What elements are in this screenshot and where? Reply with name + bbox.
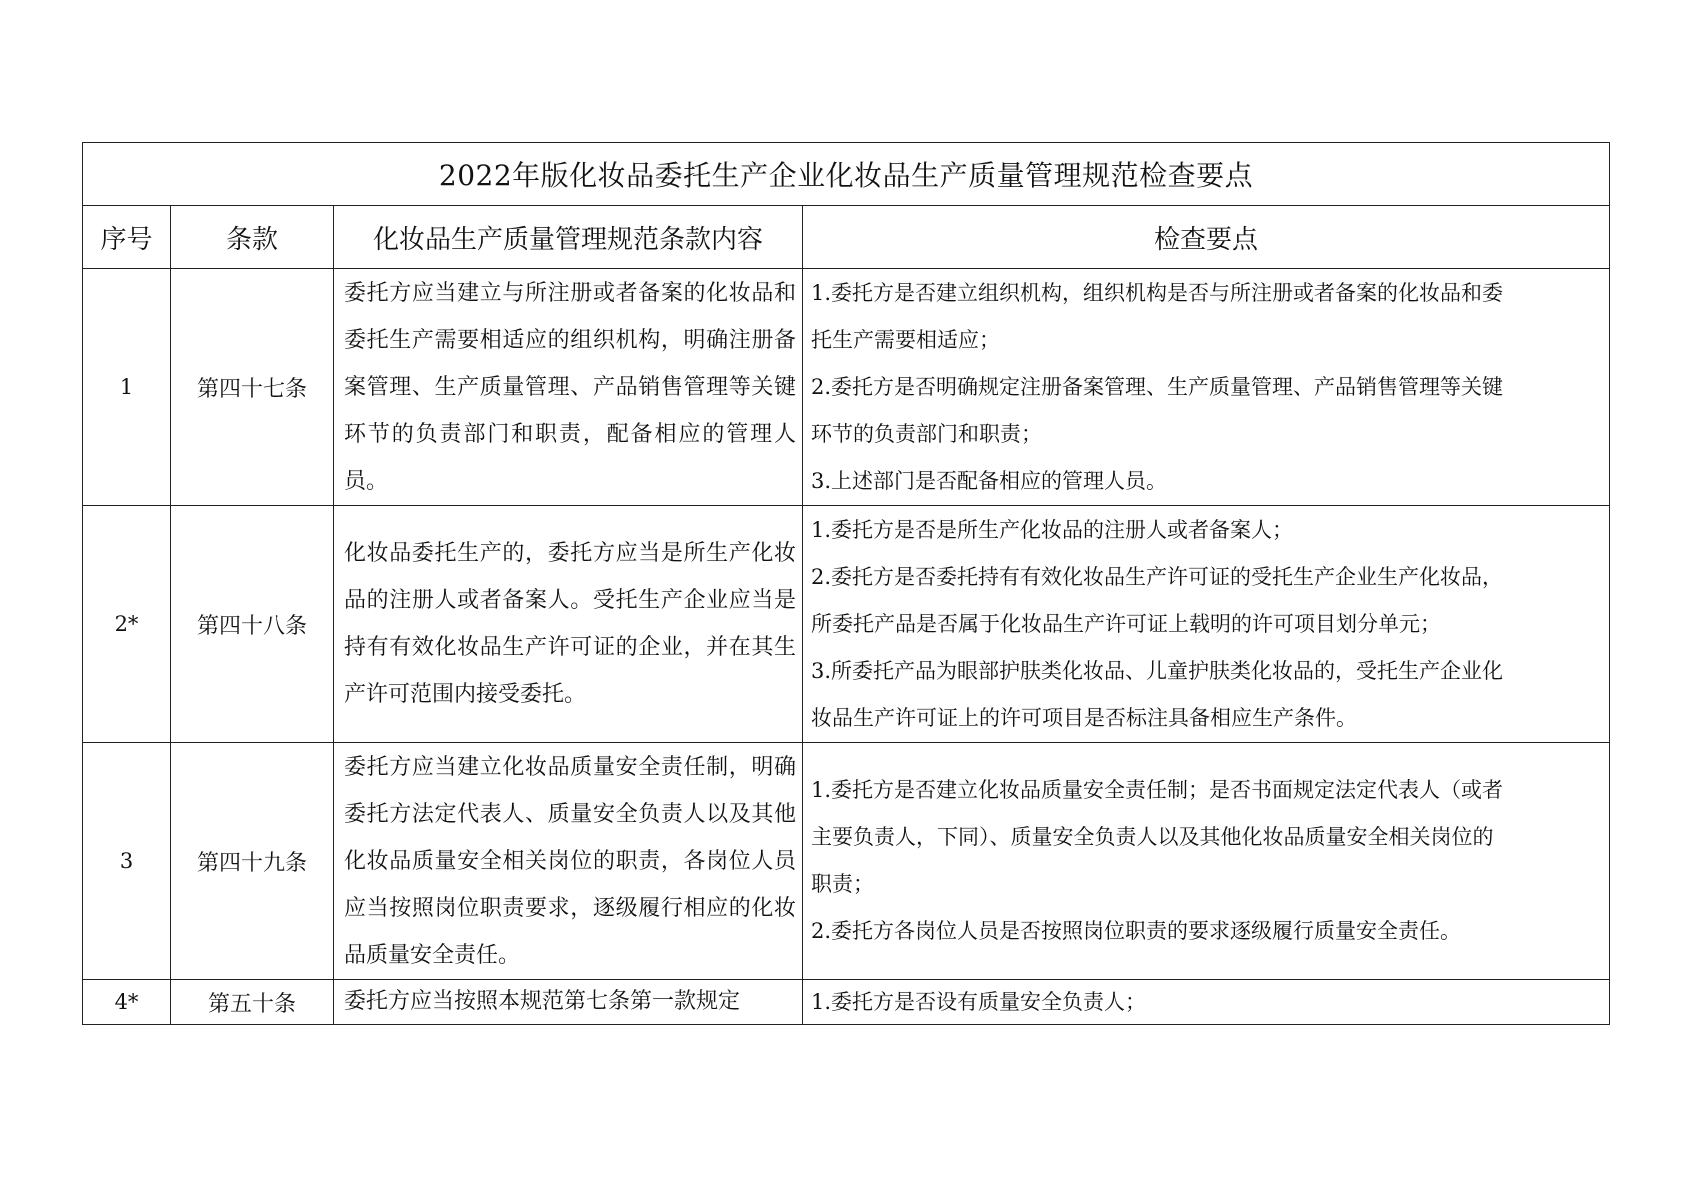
row-content: 委托方应当建立化妆品质量安全责任制，明确委托方法定代表人、质量安全负责人以及其他化妆品质量安全相关岗位的职责，各岗位人员应当按照岗位职责要求，逐级履行相应的化妆品质量安全责任。	[334, 743, 803, 980]
row-article: 第四十九条	[171, 743, 334, 980]
row-article: 第五十条	[171, 980, 334, 1025]
point-line: 职责；	[811, 872, 874, 896]
point-line: 3.所委托产品为眼部护肤类化妆品、儿童护肤类化妆品的，受托生产企业化	[811, 658, 1504, 683]
point-line: 所委托产品是否属于化妆品生产许可证上载明的许可项目划分单元；	[811, 611, 1441, 636]
row-article: 第四十八条	[171, 506, 334, 743]
table-row	[83, 743, 1610, 980]
point-line: 主要负责人，下同）、质量安全负责人以及其他化妆品质量安全相关岗位的	[811, 825, 1494, 849]
row-points	[803, 980, 1610, 1025]
row-points	[803, 743, 1610, 980]
point-line: 3.上述部门是否配备相应的管理人员。	[811, 468, 1168, 493]
row-content: 委托方应当建立与所注册或者备案的化妆品和委托生产需要相适应的组织机构，明确注册备案管理、生产质量管理、产品销售管理等关键环节的负责部门和职责，配备相应的管理人员。	[334, 269, 803, 506]
row-no: 2*	[83, 506, 171, 743]
table-row	[83, 506, 1610, 743]
table-row	[83, 980, 1610, 1025]
row-no: 3	[83, 743, 171, 980]
point-line: 1.委托方是否建立组织机构，组织机构是否与所注册或者备案的化妆品和委	[811, 280, 1504, 305]
point-line: 2.委托方是否委托持有有效化妆品生产许可证的受托生产企业生产化妆品，	[811, 564, 1504, 589]
point-line: 1.委托方是否是所生产化妆品的注册人或者备案人；	[811, 517, 1294, 542]
row-article: 第四十七条	[171, 269, 334, 506]
point-line: 1.委托方是否设有质量安全负责人；	[811, 990, 1147, 1014]
point-line: 2.委托方各岗位人员是否按照岗位职责的要求逐级履行质量安全责任。	[811, 919, 1462, 943]
point-line: 环节的负责部门和职责；	[811, 421, 1042, 446]
document-title: 2022年版化妆品委托生产企业化妆品生产质量管理规范检查要点	[83, 143, 1610, 206]
inspection-table	[82, 142, 1610, 1025]
header-no: 序号	[83, 206, 171, 269]
point-line: 1.委托方是否建立化妆品质量安全责任制；是否书面规定法定代表人（或者	[811, 778, 1504, 802]
row-no: 1	[83, 269, 171, 506]
row-content: 委托方应当按照本规范第七条第一款规定	[334, 980, 803, 1025]
header-content: 化妆品生产质量管理规范条款内容	[334, 206, 803, 269]
header-row	[83, 206, 1610, 269]
header-article: 条款	[171, 206, 334, 269]
header-points: 检查要点	[803, 206, 1610, 269]
row-content: 化妆品委托生产的，委托方应当是所生产化妆品的注册人或者备案人。受托生产企业应当是持有有效化妆品生产许可证的企业，并在其生产许可范围内接受委托。	[334, 506, 803, 743]
row-points	[803, 269, 1610, 506]
row-no: 4*	[83, 980, 171, 1025]
table-row	[83, 269, 1610, 506]
point-line: 妆品生产许可证上的许可项目是否标注具备相应生产条件。	[811, 705, 1357, 730]
point-line: 托生产需要相适应；	[811, 327, 1000, 352]
row-points	[803, 506, 1610, 743]
point-line: 2.委托方是否明确规定注册备案管理、生产质量管理、产品销售管理等关键	[811, 374, 1504, 399]
